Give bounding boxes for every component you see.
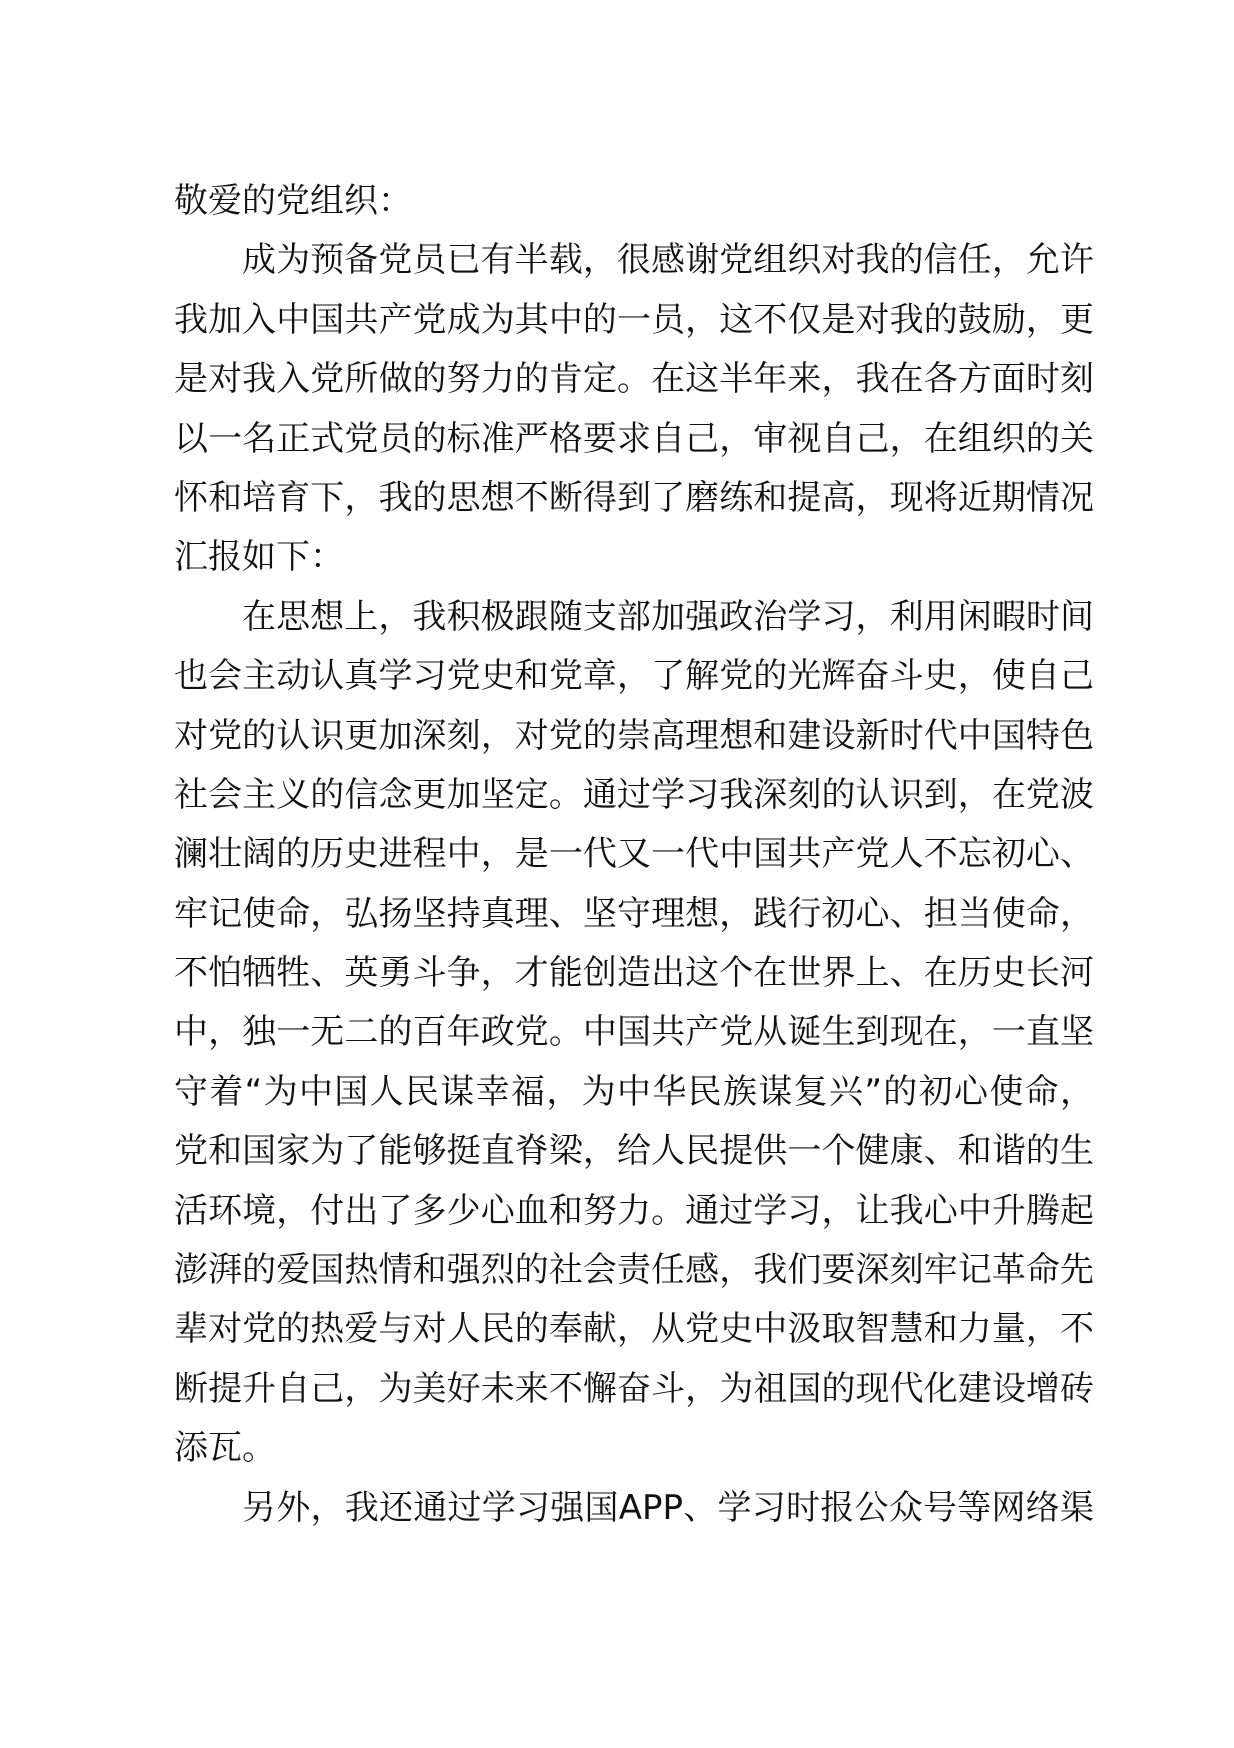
paragraph-2-line: 澎湃的爱国热情和强烈的社会责任感，我们要深刻牢记革命先	[174, 1250, 1094, 1291]
paragraph-2-line: 守着“为中国人民谋幸福，为中华民族谋复兴”的初心使命，	[174, 1071, 1094, 1112]
paragraph-2-line: 对党的认识更加深刻，对党的崇高理想和建设新时代中国特色	[174, 715, 1094, 756]
paragraph-3-line: 另外，我还通过学习强国APP、学习时报公众号等网络渠	[242, 1487, 1094, 1528]
paragraph-2-line: 添瓦。	[174, 1428, 276, 1469]
paragraph-1-line: 我加入中国共产党成为其中的一员，这不仅是对我的鼓励，更	[174, 299, 1094, 340]
paragraph-1-line: 是对我入党所做的努力的肯定。在这半年来，我在各方面时刻	[174, 359, 1094, 400]
salutation: 敬爱的党组织：	[174, 181, 412, 221]
paragraph-2-line: 牢记使命，弘扬坚持真理、坚守理想，践行初心、担当使命，	[174, 893, 1094, 934]
paragraph-2-line: 辈对党的热爱与对人民的奉献，从党史中汲取智慧和力量，不	[174, 1309, 1094, 1350]
paragraph-2-line: 断提升自己，为美好未来不懈奋斗，为祖国的现代化建设增砖	[174, 1368, 1094, 1409]
paragraph-1-line: 汇报如下：	[174, 537, 344, 578]
paragraph-2-line: 社会主义的信念更加坚定。通过学习我深刻的认识到，在党波	[174, 774, 1094, 815]
paragraph-1-line: 成为预备党员已有半载，很感谢党组织对我的信任，允许	[242, 240, 1094, 281]
paragraph-2-line: 中，独一无二的百年政党。中国共产党从诞生到现在，一直坚	[174, 1012, 1094, 1053]
paragraph-2-line: 在思想上，我积极跟随支部加强政治学习，利用闲暇时间	[242, 596, 1094, 637]
paragraph-2-line: 不怕牺牲、英勇斗争，才能创造出这个在世界上、在历史长河	[174, 953, 1094, 994]
paragraph-2-line: 党和国家为了能够挺直脊梁，给人民提供一个健康、和谐的生	[174, 1131, 1094, 1172]
letter-body	[174, 172, 1094, 1538]
paragraph-2-line: 澜壮阔的历史进程中，是一代又一代中国共产党人不忘初心、	[174, 834, 1094, 875]
paragraph-2-line: 活环境，付出了多少心血和努力。通过学习，让我心中升腾起	[174, 1190, 1094, 1231]
paragraph-1-line: 怀和培育下，我的思想不断得到了磨练和提高，现将近期情况	[174, 477, 1094, 518]
paragraph-1-line: 以一名正式党员的标准严格要求自己，审视自己，在组织的关	[174, 418, 1094, 459]
paragraph-2-line: 也会主动认真学习党史和党章，了解党的光辉奋斗史，使自己	[174, 656, 1094, 697]
